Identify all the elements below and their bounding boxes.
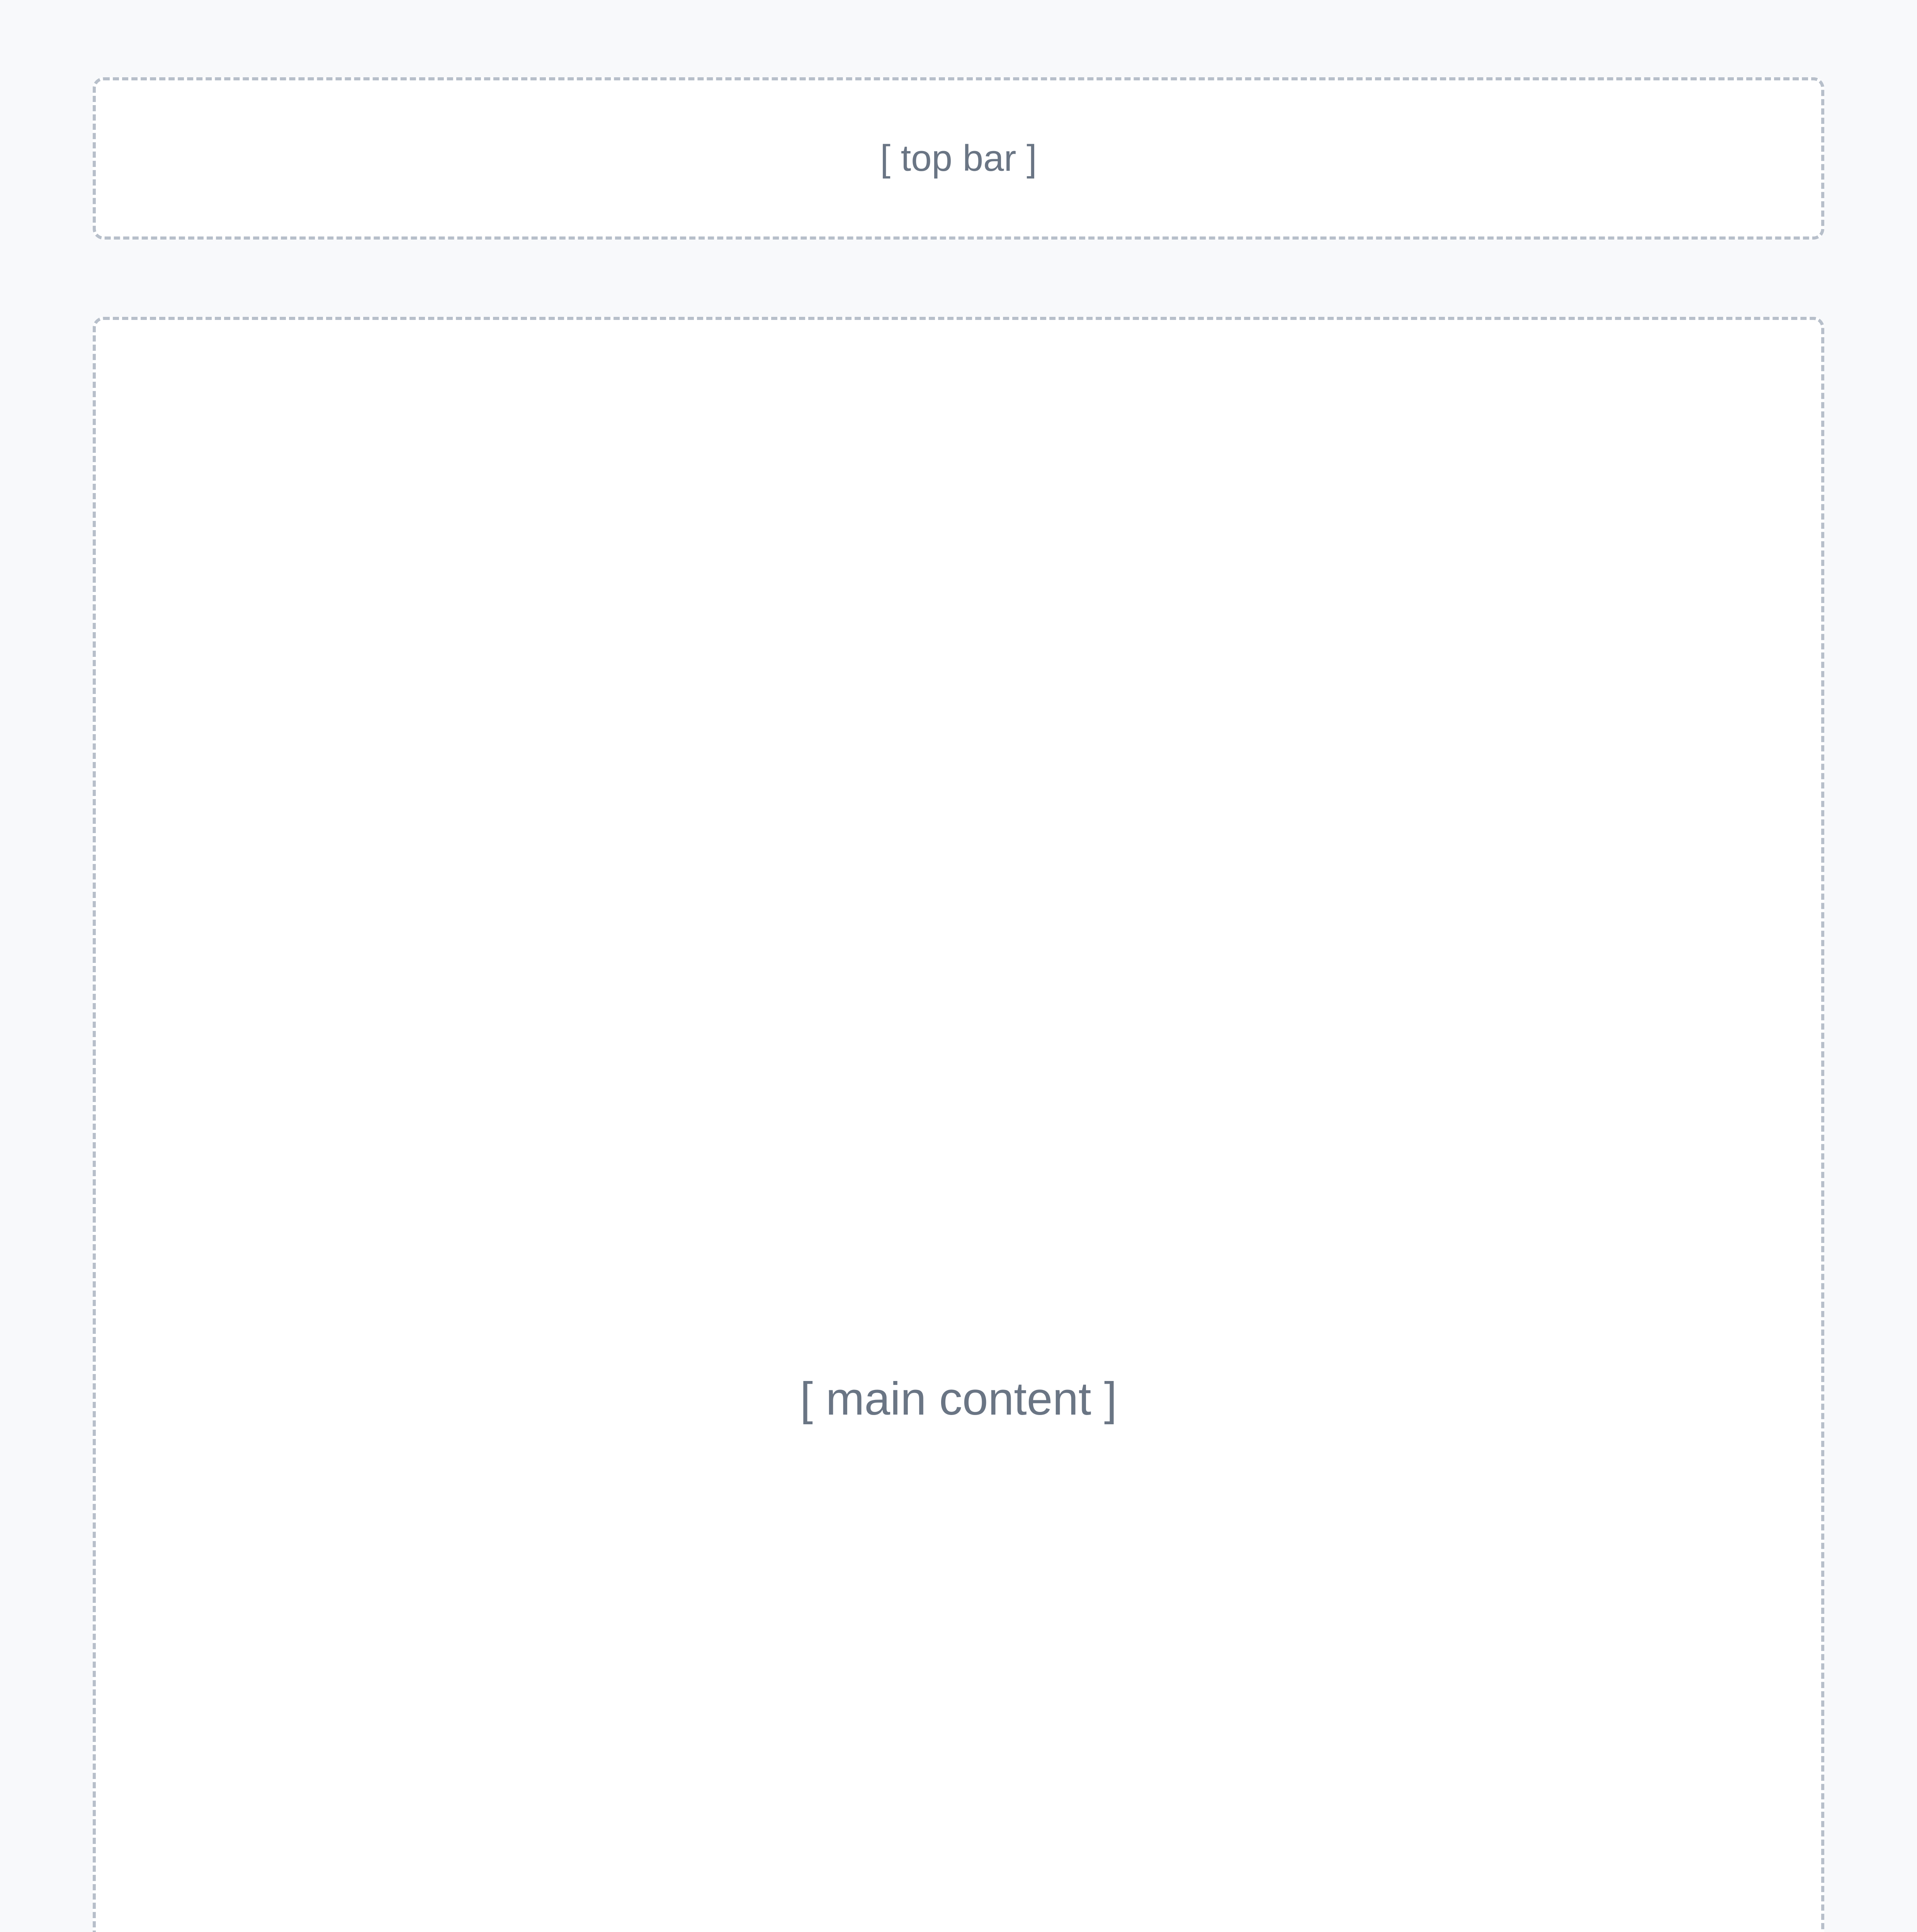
- main-content-placeholder: [ main content ]: [93, 317, 1824, 1932]
- top-bar-placeholder: [ top bar ]: [93, 77, 1824, 240]
